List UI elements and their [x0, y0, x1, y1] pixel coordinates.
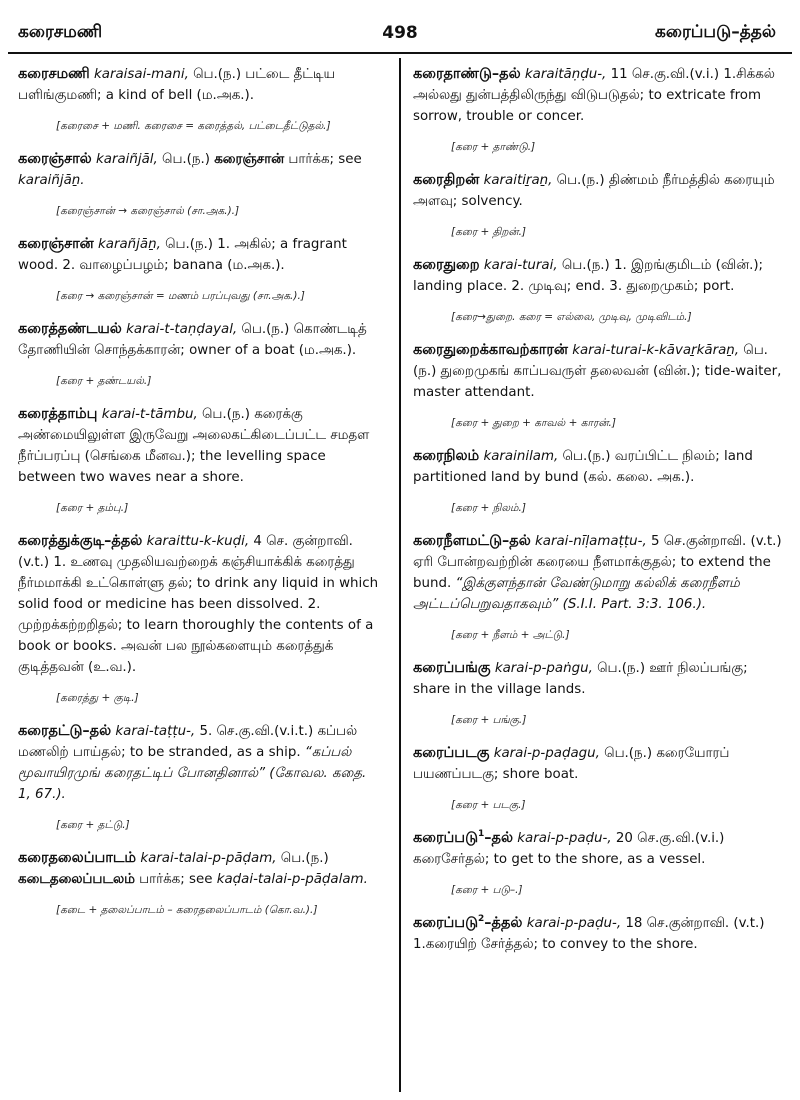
transliteration: karaittu-k-kuḍi, [146, 534, 250, 549]
headword: கரைத்துக்குடி–த்தல் [18, 533, 143, 549]
headword: கரைதுறை [413, 257, 480, 273]
etymology-note: [கரை + நிலம்.] [451, 502, 526, 514]
headword: கரைசமணி [18, 66, 90, 82]
right-column [413, 64, 783, 963]
dictionary-entry [413, 913, 783, 955]
dictionary-entry [413, 531, 783, 615]
dictionary-entry [18, 234, 382, 276]
etymology-note: [கரை + நீளம் + அட்டு.] [451, 629, 570, 641]
cross-reference-translit: kaḍai-talai-p-pāḍalam. [216, 872, 368, 887]
cross-reference: கடைதலைப்படலம் [18, 872, 135, 887]
transliteration: karai-t-taṇḍayal, [126, 322, 238, 337]
dictionary-entry [413, 658, 783, 700]
headword: கரைதலைப்பாடம் [18, 850, 137, 866]
headword: கரைஞ்சால் [18, 151, 92, 167]
definition: 20 செ.கு.வி.(v.i.) கரைசேர்தல்; to get to the shore, as a vessel. [413, 831, 725, 867]
etymology-note: [கரை + தாண்டு.] [451, 141, 536, 153]
dictionary-entry [18, 319, 382, 361]
dictionary-entry [413, 340, 783, 403]
definition: பார்க்க; see [284, 152, 362, 167]
transliteration: karai-p-paḍu-, [526, 916, 622, 931]
definition: பெ.(ந.) கொண்டடித் தோணியின் சொந்தக்காரன்; owner of a boat (ம.அக.). [18, 322, 367, 358]
column-divider [399, 58, 401, 1092]
headword [413, 915, 522, 931]
definition: பெ.(ந.) துறைமுகங் காப்பவருள் தலைவன் (வின்.); tide-waiter, master attendant. [413, 343, 782, 400]
page-number: 498 [382, 23, 418, 43]
definition: 4 செ. குன்றாவி. (v.t.) 1. உணவு முதலியவற்றைக் கஞ்சியாக்கிக் கரைத்து நீர்மமாக்கி உட்கொள்ளு தல்; to drink any liquid in which solid food or medicine has been dissolved. 2. முற்றக்கற்றறிதல்; to learn thoroughly the contents of a book or books. அவன் பல நூல்களையும் கரைத்துக் குடித்தவன் (உ.வ.). [18, 534, 379, 675]
transliteration: karainilam, [483, 449, 559, 464]
etymology-note: [கரை + தட்டு.] [56, 819, 130, 831]
page-header [0, 0, 800, 58]
definition: பெ.(ந.) 1. இறங்குமிடம் (வின்.); landing place. 2. முடிவு; end. 3. துறைமுகம்; port. [413, 258, 764, 294]
dictionary-entry [18, 721, 382, 805]
etymology-note: [கரைசை + மணி. கரைசை = கரைத்தல், பட்டைதீட்டுதல்.] [56, 120, 331, 132]
dictionary-entry [413, 170, 783, 212]
etymology-note: [கரை + படு–.] [451, 884, 523, 896]
etymology-note: [கரைத்து + குடி.] [56, 692, 139, 704]
transliteration: karai-talai-p-pāḍam, [140, 851, 277, 866]
headword: கரைதாண்டு–தல் [413, 66, 521, 82]
dictionary-entry [413, 743, 783, 785]
dictionary-entry [18, 149, 382, 191]
homograph-number: 2 [478, 914, 485, 925]
etymology-note: [கரை + பங்கு.] [451, 714, 527, 726]
quotation: “கப்பல் மூவாயிரமுங் கரைதட்டிப் போனதினால்” (கோவல. கதை. 1, 67.). [18, 745, 367, 802]
etymology-note: [கரை + துறை + காவல் + காரன்.] [451, 417, 616, 429]
headword: கரைநீளமட்டு–தல் [413, 533, 531, 549]
etymology-note: [கரை + தண்டயல்.] [56, 375, 152, 387]
etymology-note: [கரை + தம்பு.] [56, 502, 129, 514]
headword-suffix: –த்தல் [484, 915, 523, 931]
transliteration: karai-taṭṭu-, [115, 724, 196, 739]
dictionary-entry [413, 446, 783, 488]
definition: பெ.(ந.) 1. அகில்; a fragrant wood. 2. வாழைப்பழம்; banana (ம.அக.). [18, 237, 347, 273]
definition: பெ.(ந.) கரைக்கு அண்மையிலுள்ள இருவேறு அலைகட்கிடைப்பட்ட சமதள நீர்ப்பரப்பு (செங்கை மீனவ.); the levelling space between two waves near a shore. [18, 407, 370, 485]
headword-stem: கரைப்படு [413, 915, 479, 931]
dictionary-entry [18, 404, 382, 488]
definition: 5. செ.கு.வி.(v.i.t.) கப்பல் மணலிற் பாய்தல்; to be stranded, as a ship. [18, 724, 358, 760]
headword-stem: கரைப்படு [413, 830, 479, 846]
transliteration: karai-p-paṅgu, [494, 661, 593, 676]
guide-word-left: கரைசமணி [18, 22, 103, 42]
headword: கரைப்பங்கு [413, 660, 491, 676]
homograph-number: 1 [478, 829, 485, 840]
etymology-note: [கரை→துறை. கரை = எல்லை, முடிவு, முடிவிடம்.] [451, 311, 692, 323]
dictionary-entry [413, 64, 783, 127]
definition: பெ.(ந.) ஊர் நிலப்பங்கு; share in the village lands. [413, 661, 748, 697]
definition: 5 செ.குன்றாவி. (v.t.) ஏரி போன்றவற்றின் கரையை நீளமாக்குதல்; to extend the bund. [413, 534, 782, 591]
dictionary-entry [413, 255, 783, 297]
headword [413, 830, 513, 846]
headword: கரைத்தண்டயல் [18, 321, 122, 337]
headword: கரைதிறன் [413, 172, 480, 188]
header-rule [8, 52, 792, 54]
transliteration: karaitiṟaṉ, [483, 173, 553, 188]
etymology-note: [கடை + தலைப்பாடம் – கரைதலைப்பாடம் (கொ.வ.).] [56, 904, 318, 916]
transliteration: karai-nīḷamaṭṭu-, [535, 534, 647, 549]
left-column [18, 64, 382, 933]
definition: 18 செ.குன்றாவி. (v.t.) 1.கரையிற் சேர்த்தல்; to convey to the shore. [413, 916, 765, 952]
headword: கரைஞ்சான் [18, 236, 94, 252]
dictionary-entry [413, 828, 783, 870]
etymology-note: [கரை → கரைஞ்சான் = மணம் பரப்புவது (சா.அக.).] [56, 290, 305, 302]
definition: பெ.(ந.) கரையோரப் பயணப்படகு; shore boat. [413, 746, 730, 782]
definition: பெ.(ந.) வரப்பிட்ட நிலம்; land partitioned land by bund (கல். கலை. அக.). [413, 449, 753, 485]
headword: கரைதுறைக்காவற்காரன் [413, 342, 568, 358]
guide-word-right: கரைப்படு–த்தல் [655, 22, 776, 42]
dictionary-entry [18, 64, 382, 106]
dictionary-entry [18, 848, 382, 890]
transliteration: karai-turai-k-kāvaṟkāraṉ, [572, 343, 740, 358]
headword: கரைநிலம் [413, 448, 480, 464]
transliteration: karai-p-paḍagu, [493, 746, 600, 761]
transliteration: karaitāṇḍu-, [524, 67, 607, 82]
etymology-note: [கரை + திறன்.] [451, 226, 527, 238]
cross-reference: கரைஞ்சான் [214, 152, 285, 167]
headword-suffix: –தல் [484, 830, 514, 846]
quotation: “இக்குளந்தான் வேண்டுமாறு கல்லிக் கரைநீளம் அட்டப்பெறுவதாகவும்” (S.I.I. Part. 3:3. 106.). [413, 576, 740, 612]
transliteration: karaisai-mani, [94, 67, 189, 82]
definition: பெ.(ந.) பட்டை தீட்டிய பளிங்குமணி; a kind of bell (ம.அக.). [18, 67, 336, 103]
headword: கரைப்படகு [413, 745, 490, 761]
headword: கரைதட்டு–தல் [18, 723, 112, 739]
etymology-note: [கரை + படகு.] [451, 799, 526, 811]
transliteration: karañjāṉ, [98, 237, 161, 252]
headword: கரைத்தாம்பு [18, 406, 98, 422]
transliteration: karai-p-paḍu-, [517, 831, 612, 846]
definition: பார்க்க; see [134, 872, 217, 887]
transliteration: karaiñjāl, [95, 152, 158, 167]
definition: 11 செ.கு.வி.(v.i.) 1.சிக்கல் அல்லது துன்பத்திலிருந்து விடுபடுதல்; to extricate from sorrow, trouble or concer. [413, 67, 775, 124]
definition: பெ.(ந.) [276, 851, 329, 866]
definition: பெ.(ந.) திண்மம் நீர்மத்தில் கரையும் அளவு; solvency. [413, 173, 775, 209]
transliteration: karai-turai, [483, 258, 558, 273]
transliteration: karai-t-tāmbu, [101, 407, 198, 422]
dictionary-entry [18, 531, 382, 678]
definition: பெ.(ந.) [157, 152, 215, 167]
cross-reference-translit: karaiñjāṉ. [18, 173, 85, 188]
etymology-note: [கரைஞ்சான் → கரைஞ்சால் (சா.அக.).] [56, 205, 240, 217]
